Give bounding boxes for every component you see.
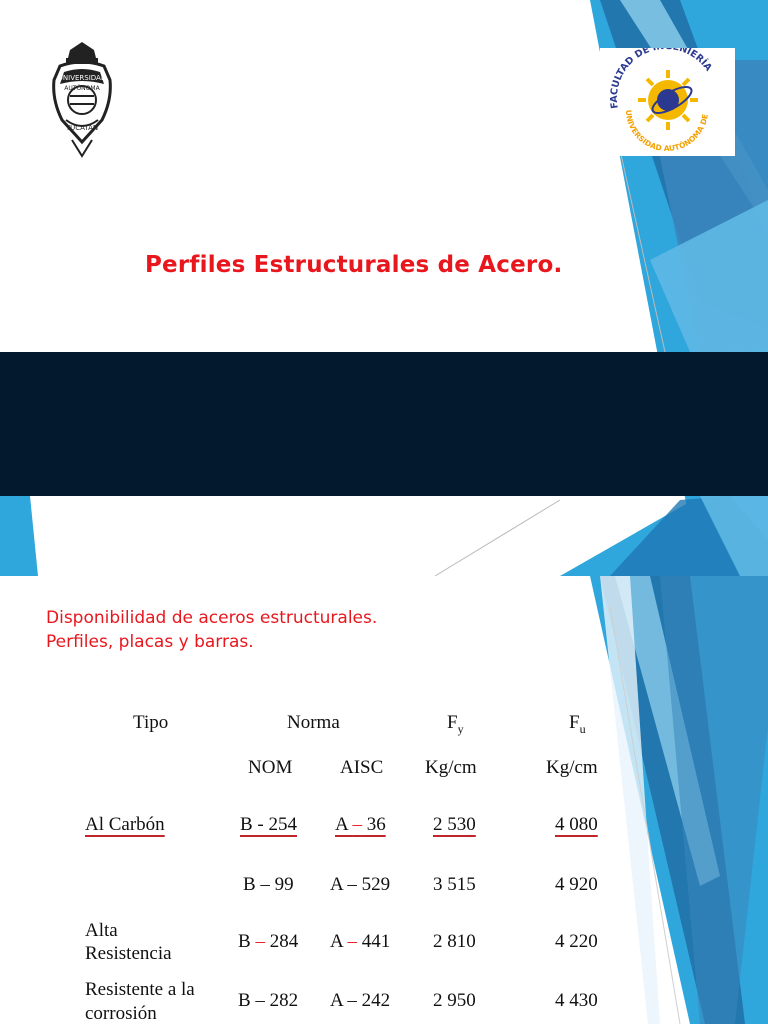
row3-fy: 2 810	[433, 931, 476, 952]
slide2-heading	[46, 606, 377, 654]
header-fu	[569, 712, 586, 737]
row2-nom: B – 99	[243, 874, 294, 895]
fy-subscript: y	[457, 722, 464, 736]
row4-fy: 2 950	[433, 990, 476, 1011]
svg-text:YUCATÁN: YUCATÁN	[65, 124, 99, 132]
row1-fu: 4 080	[555, 814, 598, 835]
row3-nom	[238, 931, 298, 953]
row1-aisc-dash: –	[352, 814, 362, 835]
row1-aisc-pre: A	[335, 814, 353, 835]
row3-aisc-dash: –	[347, 931, 357, 952]
subheader-fy-unit: Kg/cm	[425, 757, 477, 778]
row3-aisc	[330, 931, 390, 953]
dark-band	[0, 352, 768, 496]
row4-aisc: A – 242	[330, 990, 391, 1011]
fu-subscript: u	[579, 722, 586, 736]
subheader-aisc: AISC	[340, 757, 384, 778]
row1-aisc-post: 36	[361, 814, 386, 835]
facultad-ingenieria-logo	[600, 48, 735, 156]
row1-nom: B - 254	[240, 814, 297, 835]
header-norma: Norma	[287, 712, 340, 733]
slide-title-text: Perfiles Estructurales de Acero.	[145, 252, 563, 278]
row1-fy: 2 530	[433, 814, 476, 835]
row2-fy: 3 515	[433, 874, 476, 895]
svg-text:UNIVERSIDAD: UNIVERSIDAD	[57, 74, 107, 82]
row4-tipo-line2: corrosión	[85, 1003, 157, 1024]
subheader-fu-unit: Kg/cm	[546, 757, 598, 778]
row3-nom-post: 284	[264, 931, 299, 952]
heading-line-1: Disponibilidad de aceros estructurales.	[46, 608, 378, 628]
row2-aisc: A – 529	[330, 874, 391, 895]
heading-line-2: Perfiles, placas y barras.	[46, 632, 254, 652]
row1-tipo: Al Carbón	[85, 814, 165, 835]
row3-nom-pre: B	[238, 931, 256, 952]
fu-symbol: F	[569, 712, 580, 733]
row4-nom: B – 282	[238, 990, 299, 1011]
header-fy	[447, 712, 464, 737]
svg-text:FACULTAD DE INGENIERÍA: FACULTAD DE NIERÍA	[608, 48, 714, 110]
row3-fu: 4 220	[555, 931, 598, 952]
row4-tipo-line1: Resistente a la	[85, 979, 195, 1000]
row1-aisc	[335, 814, 386, 836]
row3-nom-dash: –	[255, 931, 265, 952]
fy-symbol: F	[447, 712, 458, 733]
row4-tipo	[85, 978, 195, 1026]
row4-fu: 4 430	[555, 990, 598, 1011]
subheader-nom: NOM	[248, 757, 293, 778]
row3-tipo	[85, 919, 172, 965]
svg-text:AUTÓNOMA: AUTÓNOMA	[64, 85, 100, 92]
uady-seal-logo	[40, 40, 124, 160]
svg-text:UNIVERSIDAD AUTÓNOMA DE YUCATÁ: UNIVERSIDAD AUTÓNOMA DE	[623, 109, 710, 154]
row3-tipo-line2: Resistencia	[85, 943, 172, 964]
row2-fu: 4 920	[555, 874, 598, 895]
row3-aisc-post: 441	[356, 931, 391, 952]
row3-aisc-pre: A	[330, 931, 348, 952]
header-tipo: Tipo	[133, 712, 169, 733]
row3-tipo-line1: Alta	[85, 920, 118, 941]
